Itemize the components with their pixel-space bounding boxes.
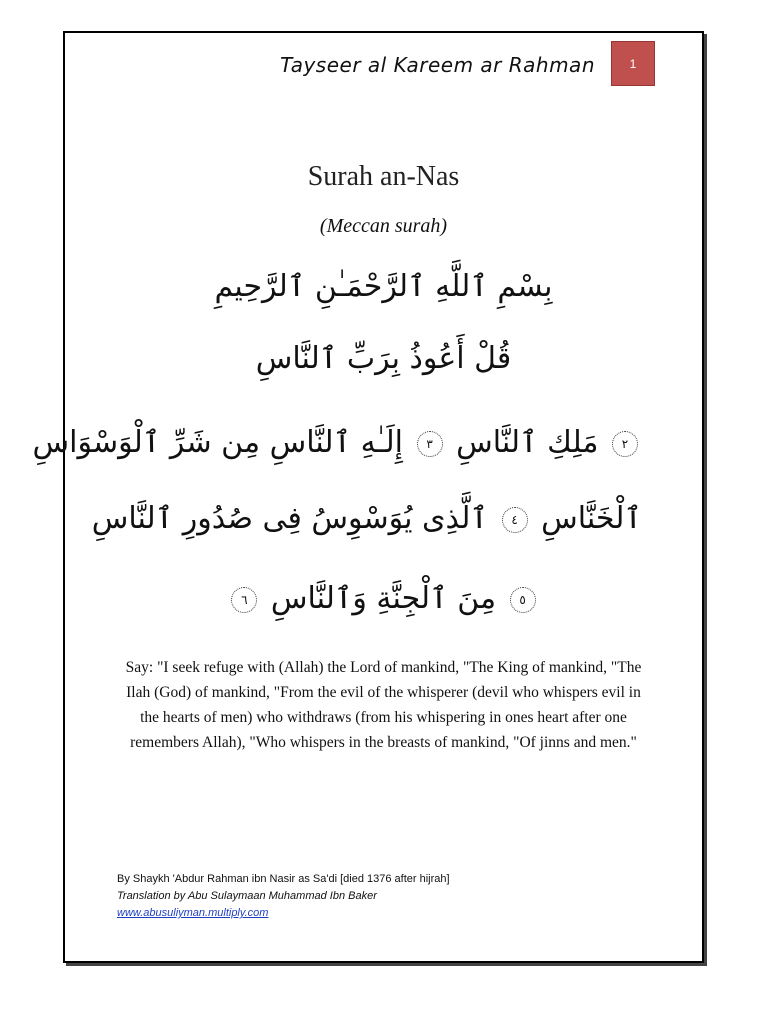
arabic-line-3 [91, 501, 642, 536]
arabic-line-4 [125, 581, 642, 616]
ayah-marker-icon: ٣ [417, 431, 443, 457]
arabic-text: مِن شَرِّ ٱلْوَسْوَاسِ [32, 425, 261, 460]
arabic-text: إِلَـٰهِ ٱلنَّاسِ [269, 425, 403, 460]
arabic-text: بِسْمِ ٱللَّهِ ٱلرَّحْمَـٰنِ ٱلرَّحِيمِ [214, 269, 553, 304]
ayah-marker-icon: ٢ [612, 431, 638, 457]
document-page [32, 31, 704, 963]
ayah-marker-icon: ٦ [231, 587, 257, 613]
ayah-marker-icon: ٤ [502, 507, 528, 533]
page-number-badge: 1 [611, 41, 655, 86]
arabic-line-1 [125, 341, 642, 376]
arabic-text: مَلِكِ ٱلنَّاسِ [456, 425, 599, 460]
arabic-text: ٱلْخَنَّاسِ [541, 501, 642, 536]
arabic-line-2 [32, 425, 642, 460]
footer [117, 871, 450, 922]
footer-author: By Shaykh 'Abdur Rahman ibn Nasir as Sa'di [died 1376 after hijrah] [117, 873, 450, 885]
arabic-text: قُلْ أَعُوذُ بِرَبِّ ٱلنَّاسِ [255, 341, 512, 376]
arabic-text: مِنَ ٱلْجِنَّةِ وَٱلنَّاسِ [270, 581, 497, 616]
surah-title: Surah an-Nas [307, 161, 460, 192]
arabic-text: ٱلَّذِى يُوَسْوِسُ فِى صُدُورِ ٱلنَّاسِ [91, 501, 488, 536]
ayah-marker-icon: ٥ [510, 587, 536, 613]
translation-text: Say: "I seek refuge with (Allah) the Lord of mankind, "The King of mankind, "The Ilah (God) of mankind, "From the evil of the whisperer (devil who whispers evil in the hearts of men) who withdraws (from his whispering in ones heart after one remembers Allah), "Who whispers in the breasts of mankind, "Of jinns and men." [125, 659, 642, 751]
footer-link[interactable]: www.abusuliyman.multiply.com [117, 907, 269, 919]
surah-type: (Meccan surah) [319, 215, 448, 237]
footer-translator: Translation by Abu Sulaymaan Muhammad Ibn Baker [117, 890, 377, 902]
arabic-line-basmala [125, 269, 642, 304]
header-title: Tayseer al Kareem ar Rahman [280, 53, 595, 77]
